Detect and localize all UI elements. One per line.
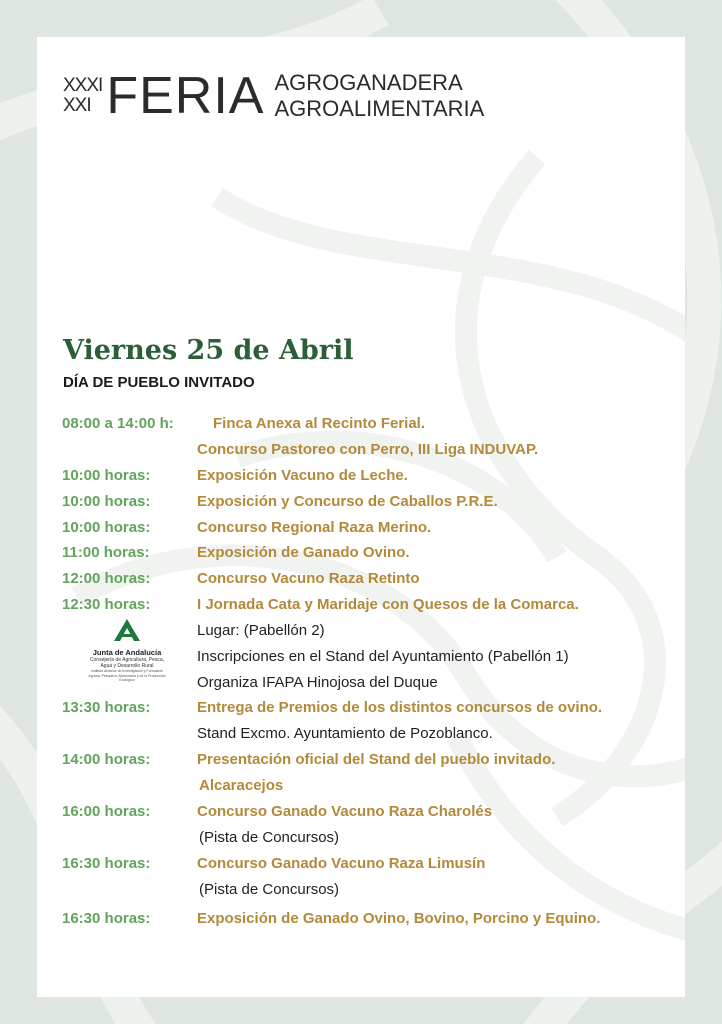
schedule-time: 10:00 horas:	[62, 467, 151, 484]
schedule-event: Exposición Vacuno de Leche.	[197, 467, 408, 484]
junta-a-icon	[112, 618, 142, 642]
edition-top: XXXI	[63, 75, 103, 96]
schedule-detail: Stand Excmo. Ayuntamiento de Pozoblanco.	[197, 725, 493, 742]
card-swirl-pattern	[37, 37, 685, 997]
day-subtitle: DÍA DE PUEBLO INVITADO	[63, 374, 255, 391]
junta-name: Junta de Andalucía	[92, 648, 162, 657]
schedule-event: Concurso Vacuno Raza Retinto	[197, 570, 420, 587]
fair-logo	[63, 61, 485, 131]
schedule-detail: (Pista de Concursos)	[199, 881, 340, 898]
feria-word: FERIA	[106, 67, 265, 125]
fair-subtitle-line2: AGROALIMENTARIA	[274, 96, 485, 121]
page-title: Viernes 25 de Abril	[63, 335, 354, 366]
schedule-detail: (Pista de Concursos)	[199, 829, 340, 846]
schedule-event: I Jornada Cata y Maridaje con Quesos de la Comarca.	[197, 596, 579, 613]
schedule-event: Concurso Regional Raza Merino.	[197, 519, 432, 536]
schedule-event: Concurso Ganado Vacuno Raza Limusín	[197, 855, 486, 872]
schedule-time: 16:30 horas:	[62, 855, 151, 872]
junta-dept: Consejería de Agricultura, Pesca, Agua y Desarrollo Rural	[89, 657, 165, 669]
schedule-event: Concurso Ganado Vacuno Raza Charolés	[197, 803, 493, 820]
schedule-event: Exposición de Ganado Ovino, Bovino, Porcino y Equino.	[197, 910, 601, 927]
schedule-time: 13:30 horas:	[62, 699, 151, 716]
schedule-time: 11:00 horas:	[62, 544, 150, 561]
schedule-event: Exposición y Concurso de Caballos P.R.E.	[197, 493, 498, 510]
schedule-event: Alcaracejos	[199, 777, 284, 794]
schedule-time: 10:00 horas:	[62, 519, 151, 536]
junta-institute: Instituto Andaluz de Investigación y Formación Agraria, Pesquera, Alimentaria y de la Producción Ecológica	[88, 669, 166, 682]
schedule-time: 12:30 horas:	[62, 596, 151, 613]
fair-subtitle-line1: AGROGANADERA	[274, 70, 463, 95]
schedule-detail: Lugar: (Pabellón 2)	[197, 622, 325, 639]
fair-subtitle	[274, 70, 484, 122]
schedule-time: 16:00 horas:	[62, 803, 151, 820]
junta-andalucia-logo	[87, 618, 167, 680]
schedule-time: 16:30 horas:	[62, 910, 151, 927]
edition-bottom: XXI	[63, 95, 91, 116]
schedule-event: Presentación oficial del Stand del pueblo invitado.	[197, 751, 556, 768]
schedule-event: Entrega de Premios de los distintos concursos de ovino.	[197, 699, 603, 716]
program-card	[37, 37, 685, 997]
schedule-time: 12:00 horas:	[62, 570, 151, 587]
schedule-time: 10:00 horas:	[62, 493, 151, 510]
schedule-detail: Inscripciones en el Stand del Ayuntamiento (Pabellón 1)	[197, 648, 569, 665]
schedule-detail: Organiza IFAPA Hinojosa del Duque	[197, 674, 438, 691]
schedule-event: Concurso Pastoreo con Perro, III Liga INDUVAP.	[197, 441, 539, 458]
schedule-time: 08:00 a 14:00 h:	[62, 415, 174, 432]
edition-numerals	[63, 76, 102, 116]
schedule-event: Finca Anexa al Recinto Ferial.	[213, 415, 426, 432]
schedule-time: 14:00 horas:	[62, 751, 151, 768]
schedule-event: Exposición de Ganado Ovino.	[197, 544, 410, 561]
